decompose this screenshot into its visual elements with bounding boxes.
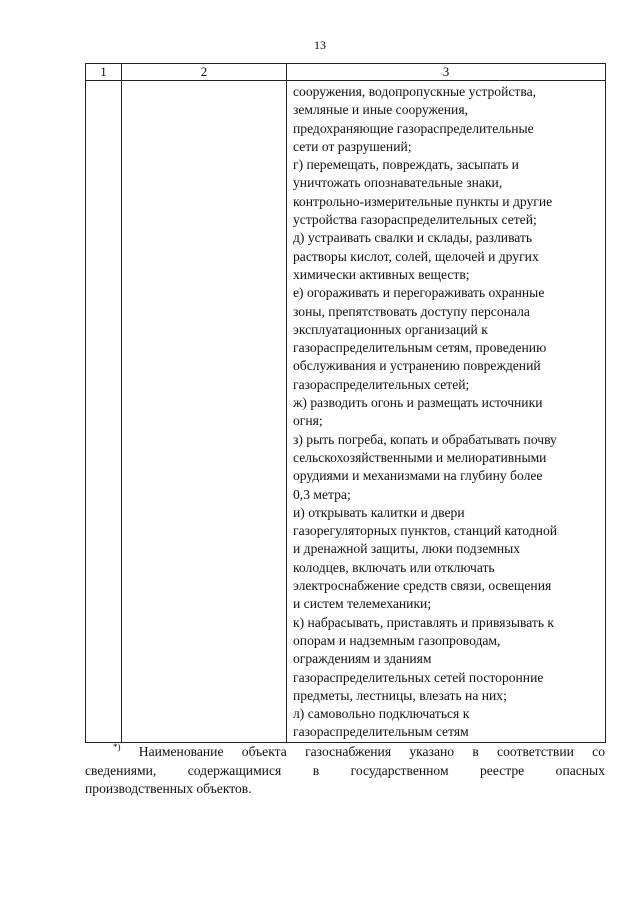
table-cell-col1 [86,81,122,743]
table-text-line: г) перемещать, повреждать, засыпать и [293,157,519,173]
table-text-line: 0,3 метра; [293,486,351,502]
table-header-row [86,64,606,81]
table-text-line: растворы кислот, солей, щелочей и других [293,248,539,264]
table-text-line: опорам и надземным газопроводам, [293,632,501,648]
table-text-line: и) открывать калитки и двери [293,504,465,520]
table-text-line: эксплуатационных организаций к [293,321,488,337]
table-text-line: л) самовольно подключаться к [293,706,470,722]
table-text-line: и дренажной защиты, люки подземных [293,541,521,557]
table-text-line: огня; [293,413,323,429]
table-cell-col2 [122,81,287,743]
page-number: 13 [314,38,326,52]
column-header-3: 3 [287,64,606,81]
table-text-line: ограждениям и зданиям [293,651,432,667]
table-text-line: сооружения, водопропускные устройства, [293,84,537,99]
table-text-line: предохраняющие газораспределительные [293,120,534,136]
table-text-line: газораспределительных сетей посторонние [293,669,544,685]
table-text-line: электроснабжение средств связи, освещения [293,578,552,594]
table-text-line: химически активных веществ; [293,266,470,282]
table-text-line: орудиями и механизмами на глубину более [293,468,543,484]
table-text-line: обслуживания и устранению повреждений [293,358,541,374]
table-text-line: к) набрасывать, приставлять и привязывать к [293,614,555,630]
col3-text-block [287,81,605,742]
table-text-line: газораспределительным сетям [293,724,469,740]
table-text-line: уничтожать опознавательные знаки, [293,175,503,191]
table-text-line: з) рыть погреба, копать и обрабатывать почву [293,431,557,447]
table-text-line: земляные и иные сооружения, [293,102,468,118]
table-text-line: предметы, лестницы, влезать на них; [293,687,507,703]
table-cell-col3 [287,81,606,743]
table-text-line: газораспределительным сетям, проведению [293,340,547,356]
table-text-line: сельскохозяйственными и мелиоративными [293,449,547,465]
footnote-text-line1: Наименование объекта газоснабжения указано в соответствии со [138,744,605,759]
footnote-line [85,738,605,762]
table-text-line: д) устраивать свалки и склады, разливать [293,230,533,246]
table-text-line: сети от разрушений; [293,138,412,154]
column-header-1: 1 [86,64,122,81]
column-header-2: 2 [122,64,287,81]
table-text-line: ж) разводить огонь и размещать источники [293,395,543,411]
footnote-text-line2: сведениями, содержащимися в государственном реестре опасных [85,762,605,778]
table-text-line: е) огораживать и перегораживать охранные [293,285,545,301]
table-text-line: устройства газораспределительных сетей; [293,212,537,228]
footnote [85,738,605,799]
table-text-line: и систем телемеханики; [293,596,432,612]
table-row [86,81,606,743]
table-text-line: газорегуляторных пунктов, станций катодной [293,523,558,539]
table-text-line: контрольно-измерительные пункты и другие [293,193,553,209]
requirements-table [85,63,606,743]
table-text-line: зоны, препятствовать доступу персонала [293,303,530,319]
table-text-line: газораспределительных сетей; [293,376,470,392]
table-text-line: колодцев, включать или отключать [293,559,495,575]
footnote-text-line3: производственных объектов. [85,781,252,796]
footnote-marker: *) [113,742,121,752]
